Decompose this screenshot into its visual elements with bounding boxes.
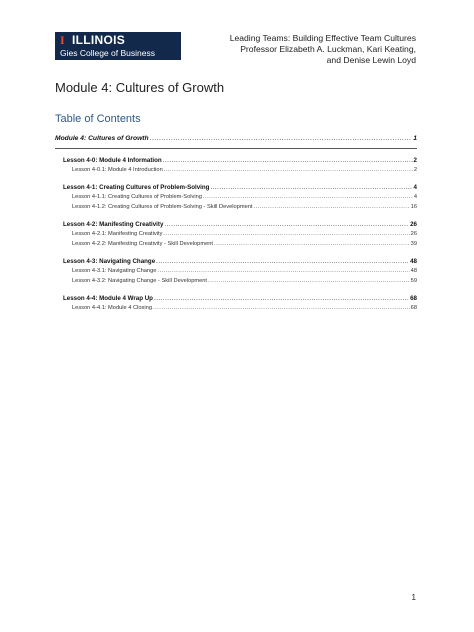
page-number: 1 xyxy=(411,593,416,602)
toc-sublesson-page: 4 xyxy=(413,194,417,200)
logo-college: Gies College of Business xyxy=(60,48,155,58)
toc-leader xyxy=(164,167,413,173)
illinois-gies-logo xyxy=(55,32,181,60)
toc-lesson-page: 26 xyxy=(410,221,417,228)
toc-sublesson-page: 39 xyxy=(410,241,417,247)
toc-sublesson-entry[interactable] xyxy=(55,241,417,251)
course-instructors: Professor Elizabeth A. Luckman, Kari Keating, xyxy=(240,44,416,54)
toc-lesson-entry[interactable] xyxy=(55,184,417,194)
toc-sublesson-label: Lesson 4-2.1: Manifesting Creativity xyxy=(72,231,163,237)
toc-lesson-group xyxy=(55,258,417,288)
toc-lesson-group xyxy=(55,184,417,214)
toc-sublesson-page: 26 xyxy=(410,231,417,237)
toc-leader xyxy=(254,204,410,210)
toc-lesson-entry[interactable] xyxy=(55,221,417,231)
toc-leader xyxy=(154,295,409,302)
toc-leader xyxy=(164,221,409,228)
toc-lesson-label: Lesson 4-1: Creating Cultures of Problem-Solving xyxy=(63,184,210,191)
toc-lesson-page: 2 xyxy=(413,157,417,164)
toc-sublesson-label: Lesson 4-0.1: Module 4 Introduction xyxy=(72,167,163,173)
toc-heading: Table of Contents xyxy=(55,113,141,125)
page-title: Module 4: Cultures of Growth xyxy=(55,80,225,95)
toc-leader xyxy=(163,157,413,164)
toc-lesson-page: 4 xyxy=(413,184,417,191)
toc-lesson-page: 48 xyxy=(410,258,417,265)
toc-sublesson-entry[interactable] xyxy=(55,278,417,288)
toc-sublesson-entry[interactable] xyxy=(55,305,417,315)
toc-sublesson-page: 68 xyxy=(410,305,417,311)
toc-leader xyxy=(214,241,410,247)
toc-module-entry[interactable] xyxy=(55,135,417,146)
toc-lesson-label: Lesson 4-0: Module 4 Information xyxy=(63,157,162,164)
toc-sublesson-label: Lesson 4-2.2: Manifesting Creativity - Skill Development xyxy=(72,241,213,247)
toc-leader xyxy=(203,194,413,200)
toc-sublesson-entry[interactable] xyxy=(55,204,417,214)
toc-lesson-group xyxy=(55,295,417,315)
toc-sublesson-page: 16 xyxy=(410,204,417,210)
toc-sublesson-label: Lesson 4-1.1: Creating Cultures of Problem-Solving xyxy=(72,194,202,200)
course-header xyxy=(176,33,416,66)
toc-lesson-group xyxy=(55,157,417,177)
toc-lesson-entry[interactable] xyxy=(55,258,417,268)
toc-leader xyxy=(157,268,409,274)
toc-sublesson-page: 2 xyxy=(413,167,417,173)
toc-leader xyxy=(208,278,410,284)
toc-sublesson-label: Lesson 4-4.1: Module 4 Closing xyxy=(72,305,152,311)
toc-sublesson-page: 48 xyxy=(410,268,417,274)
toc-leader xyxy=(153,305,410,311)
toc-module-label: Module 4: Cultures of Growth xyxy=(55,135,149,142)
toc-sublesson-label: Lesson 4-3.1: Navigating Change xyxy=(72,268,157,274)
table-of-contents xyxy=(55,135,417,322)
toc-sublesson-page: 59 xyxy=(410,278,417,284)
toc-lesson-entry[interactable] xyxy=(55,157,417,167)
course-title: Leading Teams: Building Effective Team Cultures xyxy=(229,33,416,43)
toc-module-page: 1 xyxy=(413,135,417,142)
toc-leader xyxy=(156,258,409,265)
logo-name: ILLINOIS xyxy=(72,33,126,47)
toc-lesson-group xyxy=(55,221,417,251)
toc-leader xyxy=(163,231,409,237)
toc-lesson-label: Lesson 4-4: Module 4 Wrap Up xyxy=(63,295,153,302)
toc-sublesson-entry[interactable] xyxy=(55,167,417,177)
toc-lesson-page: 68 xyxy=(410,295,417,302)
toc-divider xyxy=(55,148,417,149)
toc-lesson-label: Lesson 4-2: Manifesting Creativity xyxy=(63,221,164,228)
toc-leader xyxy=(210,184,412,191)
toc-leader xyxy=(150,135,413,142)
toc-sublesson-entry[interactable] xyxy=(55,231,417,241)
illinois-block-i-icon: I xyxy=(60,33,65,47)
toc-lesson-label: Lesson 4-3: Navigating Change xyxy=(63,258,156,265)
toc-sublesson-entry[interactable] xyxy=(55,268,417,278)
toc-sublesson-label: Lesson 4-3.2: Navigating Change - Skill Development xyxy=(72,278,207,284)
course-instructors-cont: and Denise Lewin Loyd xyxy=(326,55,416,65)
toc-sublesson-label: Lesson 4-1.2: Creating Cultures of Problem-Solving - Skill Development xyxy=(72,204,253,210)
toc-sublesson-entry[interactable] xyxy=(55,194,417,204)
toc-lesson-entry[interactable] xyxy=(55,295,417,305)
